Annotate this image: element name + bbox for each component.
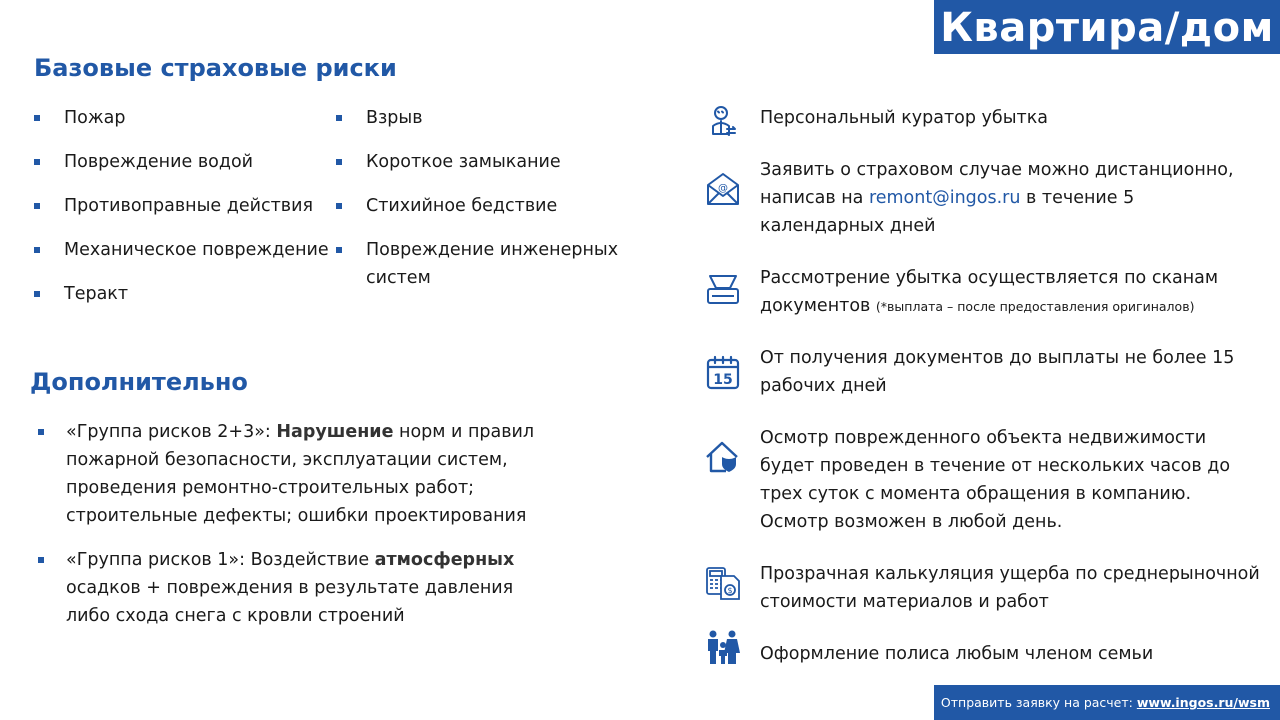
extra-heading: Дополнительно (30, 368, 248, 396)
email-icon (704, 170, 742, 208)
list-item: Взрыв (336, 104, 626, 132)
list-item: Повреждение водой (34, 148, 334, 176)
bullet-icon (336, 203, 342, 209)
basic-risks-list-col1 (34, 104, 334, 324)
family-icon (704, 628, 742, 666)
bullet-icon (34, 115, 40, 121)
bullet-icon (336, 115, 342, 121)
list-item: Противоправные действия (34, 192, 334, 220)
house-icon (704, 438, 742, 476)
bullet-icon (336, 247, 342, 253)
bullet-icon (38, 429, 44, 435)
list-item: Пожар (34, 104, 334, 132)
bullet-icon (34, 291, 40, 297)
list-item: Стихийное бедствие (336, 192, 626, 220)
feature-text: Осмотр поврежденного объекта недвижимости будет проведен в течение от нескольких часов до трех суток с момента обращения в компанию. Осмотр возможен в любой день. (760, 428, 1231, 532)
list-item: Короткое замыкание (336, 148, 626, 176)
scanner-icon (704, 272, 742, 310)
bullet-icon (38, 557, 44, 563)
email-link[interactable]: remont@ingos.ru (868, 188, 1021, 208)
feature-text: Заявить о страховом случае можно дистанционно, написав на remont@ingos.ru в течение 5 календарных дней (760, 160, 1234, 236)
curator-icon (704, 104, 742, 142)
feature-text: Оформление полиса любым членом семьи (760, 644, 1154, 664)
bullet-icon (34, 247, 40, 253)
footer-link[interactable]: www.ingos.ru/wsm (1136, 695, 1270, 710)
calculator-icon (704, 564, 742, 602)
bullet-icon (34, 159, 40, 165)
bullet-icon (336, 159, 342, 165)
svg-text:@: @ (718, 183, 728, 194)
svg-text:$: $ (727, 586, 733, 595)
list-item: «Группа рисков 1»: Воздействие атмосферных осадков + повреждения в результате давления либо схода снега с кровли строений (36, 546, 556, 630)
list-item: «Группа рисков 2+3»: Нарушение норм и правил пожарной безопасности, эксплуатации систем, проведения ремонтно-строительных работ; строительные дефекты; ошибки проектирования (36, 418, 556, 530)
feature-text: От получения документов до выплаты не более 15 рабочих дней (760, 348, 1235, 396)
feature-text: Прозрачная калькуляция ущерба по среднерыночной стоимости материалов и работ (760, 564, 1260, 612)
list-item: Механическое повреждение (34, 236, 334, 264)
bullet-icon (34, 203, 40, 209)
basic-risks-heading: Базовые страховые риски (34, 54, 397, 82)
list-item: Теракт (34, 280, 334, 308)
svg-text:15: 15 (713, 372, 733, 388)
page-title: Квартира/дом (934, 0, 1280, 54)
footer-banner: Отправить заявку на расчет: www.ingos.ru/wsm (934, 685, 1280, 720)
list-item: Повреждение инженерных систем (336, 236, 626, 292)
basic-risks-list-col2 (336, 104, 626, 308)
calendar-15-icon (704, 354, 742, 392)
feature-text: Персональный куратор убытка (760, 108, 1049, 128)
extra-risks-list (36, 418, 556, 646)
feature-text: Рассмотрение убытка осуществляется по сканам документов (*выплата – после предоставления оригиналов) (760, 268, 1219, 316)
